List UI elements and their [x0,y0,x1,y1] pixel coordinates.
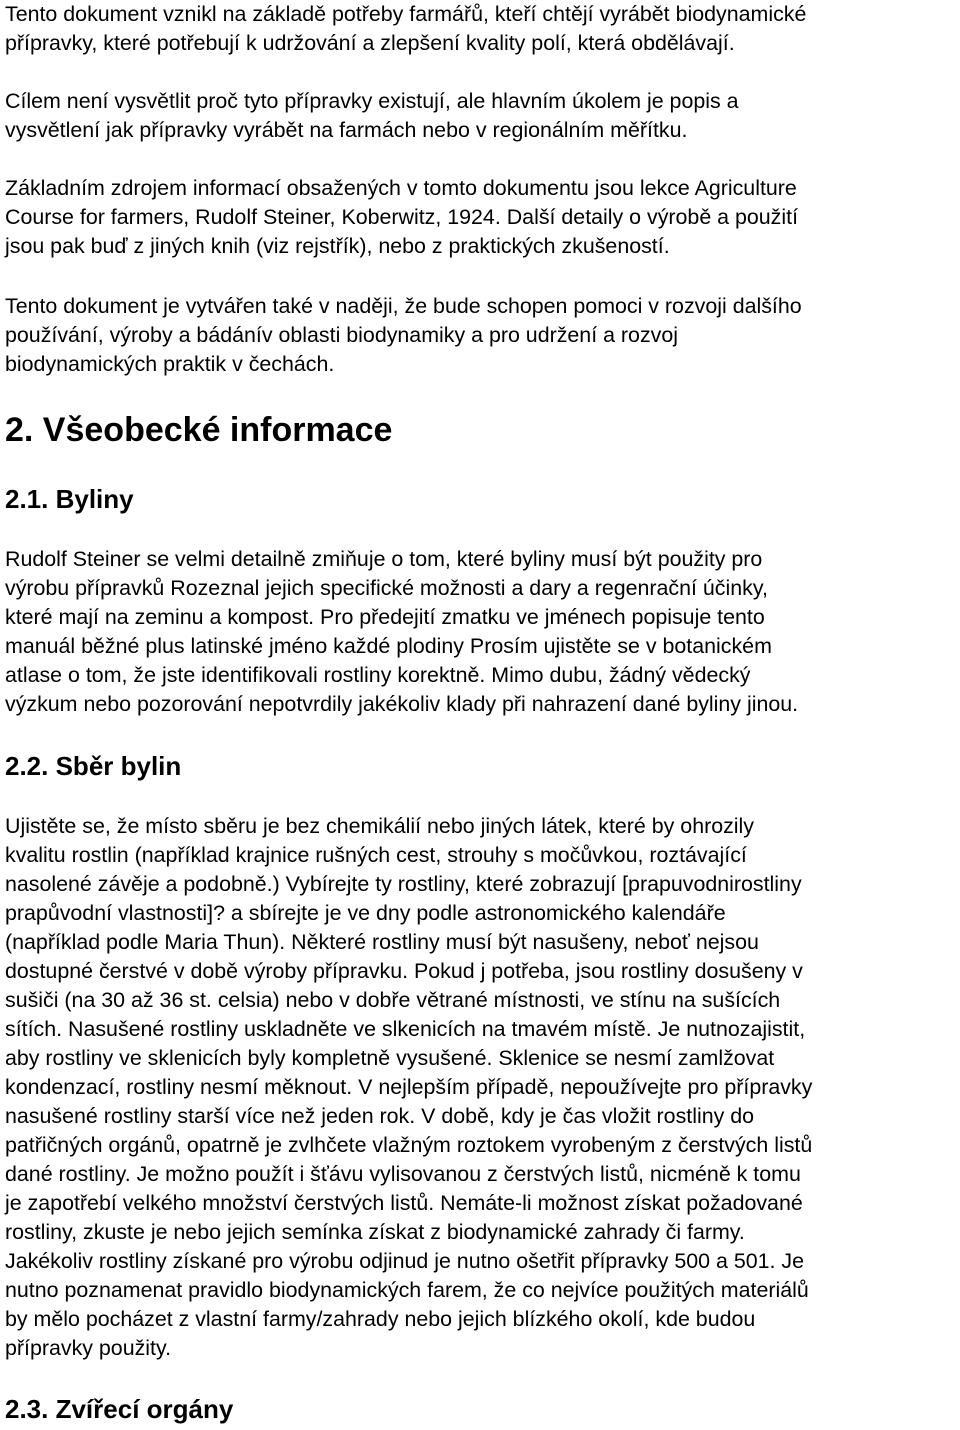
text-line: Cílem není vysvětlit proč tyto přípravky existují, ale hlavním úkolem je popis a [5,89,739,113]
text-line: (například podle Maria Thun). Některé rostliny musí být nasušeny, neboť nejsou [5,930,759,954]
text-line: dané rostliny. Je možno použít i šťávu vylisovanou z čerstvých listů, nicméně k tomu [5,1162,801,1186]
text-line: které mají na zeminu a kompost. Pro předejití zmatku ve jménech popisuje tento [5,605,765,629]
text-line: dostupné čerstvé v době výroby přípravku. Pokud j potřeba, jsou rostliny dosušeny v [5,959,803,983]
text-line: je zapotřebí velkého množství čerstvých listů. Nemáte-li možnost získat požadované [5,1191,803,1215]
section-2-1-paragraph [5,545,960,719]
text-line: výzkum nebo pozorování nepotvrdily jakékoliv klady při nahrazení dané byliny jinou. [5,692,799,716]
text-line: přípravky, které potřebují k udržování a zlepšení kvality polí, která obdělávají. [5,31,735,55]
text-line: atlase o tom, že jste identifikovali rostliny korektně. Mimo dubu, žádný vědecký [5,663,751,687]
text-line: Jakékoliv rostliny získané pro výrobu odjinud je nutno ošetřit přípravky 500 a 501. Je [5,1249,805,1273]
intro-paragraph-1 [5,0,960,58]
section-heading-2-1: 2.1. Byliny [5,484,134,514]
text-line: nutno poznamenat pravidlo biodynamických farem, že co nejvíce použitých materiálů [5,1278,809,1302]
text-line: kvalitu rostlin (například krajnice rušných cest, strouhy s močůvkou, roztávající [5,843,747,867]
text-line: rostliny, zkuste je nebo jejich semínka získat z biodynamické zahrady či farmy. [5,1220,745,1244]
text-line: nasušené rostliny starší více než jeden rok. V době, kdy je čas vložit rostliny do [5,1104,755,1128]
text-line: sítích. Nasušené rostliny uskladněte ve slkenicích na tmavém místě. Je nutnozajistit, [5,1017,806,1041]
text-line: manuál běžné plus latinské jméno každé plodiny Prosím ujistěte se v botanickém [5,634,772,658]
text-line: nasolené závěje a podobně.) Vybírejte ty rostliny, které zobrazují [prapuvodnirostliny [5,872,802,896]
text-line: používání, výroby a bádánív oblasti biodynamiky a pro udržení a rozvoj [5,323,678,347]
text-line: Tento dokument vznikl na základě potřeby farmářů, kteří chtějí vyrábět biodynamické [5,2,807,26]
intro-paragraph-2 [5,87,960,145]
section-heading-2: 2. Všeobecké informace [5,411,393,449]
text-line: biodynamických praktik v čechách. [5,352,335,376]
intro-paragraph-4 [5,292,960,379]
text-line: výrobu přípravků Rozeznal jejich specifické možnosti a dary a regenrační účinky, [5,576,768,600]
text-line: vysvětlení jak přípravky vyrábět na farmách nebo v regionálním měřítku. [5,118,688,142]
text-line: kondenzací, rostliny nesmí měknout. V nejlepším případě, nepoužívejte pro přípravky [5,1075,813,1099]
text-line: jsou pak buď z jiných knih (viz rejstřík), nebo z praktických zkušeností. [5,234,670,258]
section-heading-2-2: 2.2. Sběr bylin [5,751,182,781]
text-line: patřičných orgánů, opatrně je zvlhčete vlažným roztokem vyrobeným z čerstvých listů [5,1133,813,1157]
text-line: Tento dokument je vytvářen také v naději, že bude schopen pomoci v rozvoji dalšího [5,294,802,318]
text-line: Ujistěte se, že místo sběru je bez chemikálií nebo jiných látek, které by ohrozily [5,814,755,838]
text-line: prapůvodní vlastnosti]? a sbírejte je ve dny podle astronomického kalendáře [5,901,726,925]
section-2-2-paragraph [5,812,960,1363]
text-line: aby rostliny ve sklenicích byly kompletně vysušené. Sklenice se nesmí zamlžovat [5,1046,775,1070]
section-heading-2-3: 2.3. Zvířecí orgány [5,1394,234,1424]
text-line: přípravky použity. [5,1336,172,1360]
text-line: Course for farmers, Rudolf Steiner, Koberwitz, 1924. Další detaily o výrobě a použití [5,205,799,229]
intro-paragraph-3 [5,174,960,261]
text-line: Základním zdrojem informací obsažených v tomto dokumentu jsou lekce Agriculture [5,176,797,200]
text-line: Rudolf Steiner se velmi detailně zmiňuje o tom, které byliny musí být použity pro [5,547,763,571]
text-line: by mělo pocházet z vlastní farmy/zahrady nebo jejich blízkého okolí, kde budou [5,1307,756,1331]
text-line: sušiči (na 30 až 36 st. celsia) nebo v dobře větrané místnosti, ve stínu na sušících [5,988,781,1012]
